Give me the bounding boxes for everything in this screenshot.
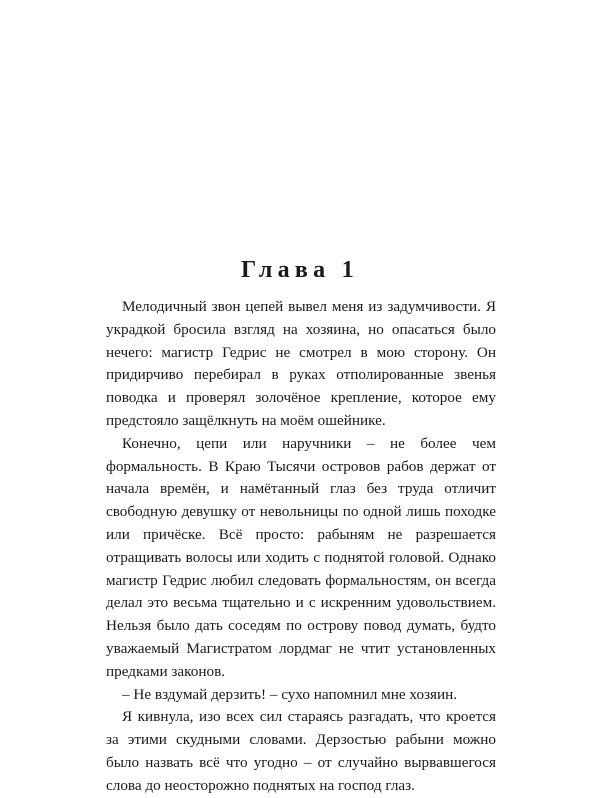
chapter-title: Глава 1 [241, 257, 359, 283]
paragraph: Конечно, цепи или наручники – не более чем формальность. В Краю Тысячи островов рабов держат от начала времён, и намётанный глаз без труда отличит свободную девушку от невольницы по одной лишь походке или причёске. Всё просто: рабыням не разрешается отращивать волосы или ходить с поднятой головой. Однако магистр Гедрис любил следовать формальностям, он всегда делал это весьма тщательно и с искренним удовольствием. Нельзя было дать соседям по острову повод думать, будто уважаемый Магистратом лордмаг не чтит установленных предками законов. [106, 434, 496, 680]
paragraph: Мелодичный звон цепей вывел меня из задумчивости. Я украдкой бросила взгляд на хозяина, но опасаться было нечего: магистр Гедрис не смотрел в мою сторону. Он придирчиво перебирал в руках отполированные звенья поводка и проверял золочёное крепление, которое ему предстояло защёлкнуть на моём ошейнике. [106, 298, 496, 429]
paragraph: – Не вздумай дерзить! – сухо напомнил мне хозяин. [122, 685, 458, 703]
paragraph: Я кивнула, изо всех сил стараясь разгадать, что кроется за этими скудными словами. Дерзостью рабыни можно было назвать всё что угодно – от случайно вырвавшегося слова до неосторожно поднятых на господ глаз. [106, 708, 496, 794]
chapter-text [106, 296, 496, 798]
